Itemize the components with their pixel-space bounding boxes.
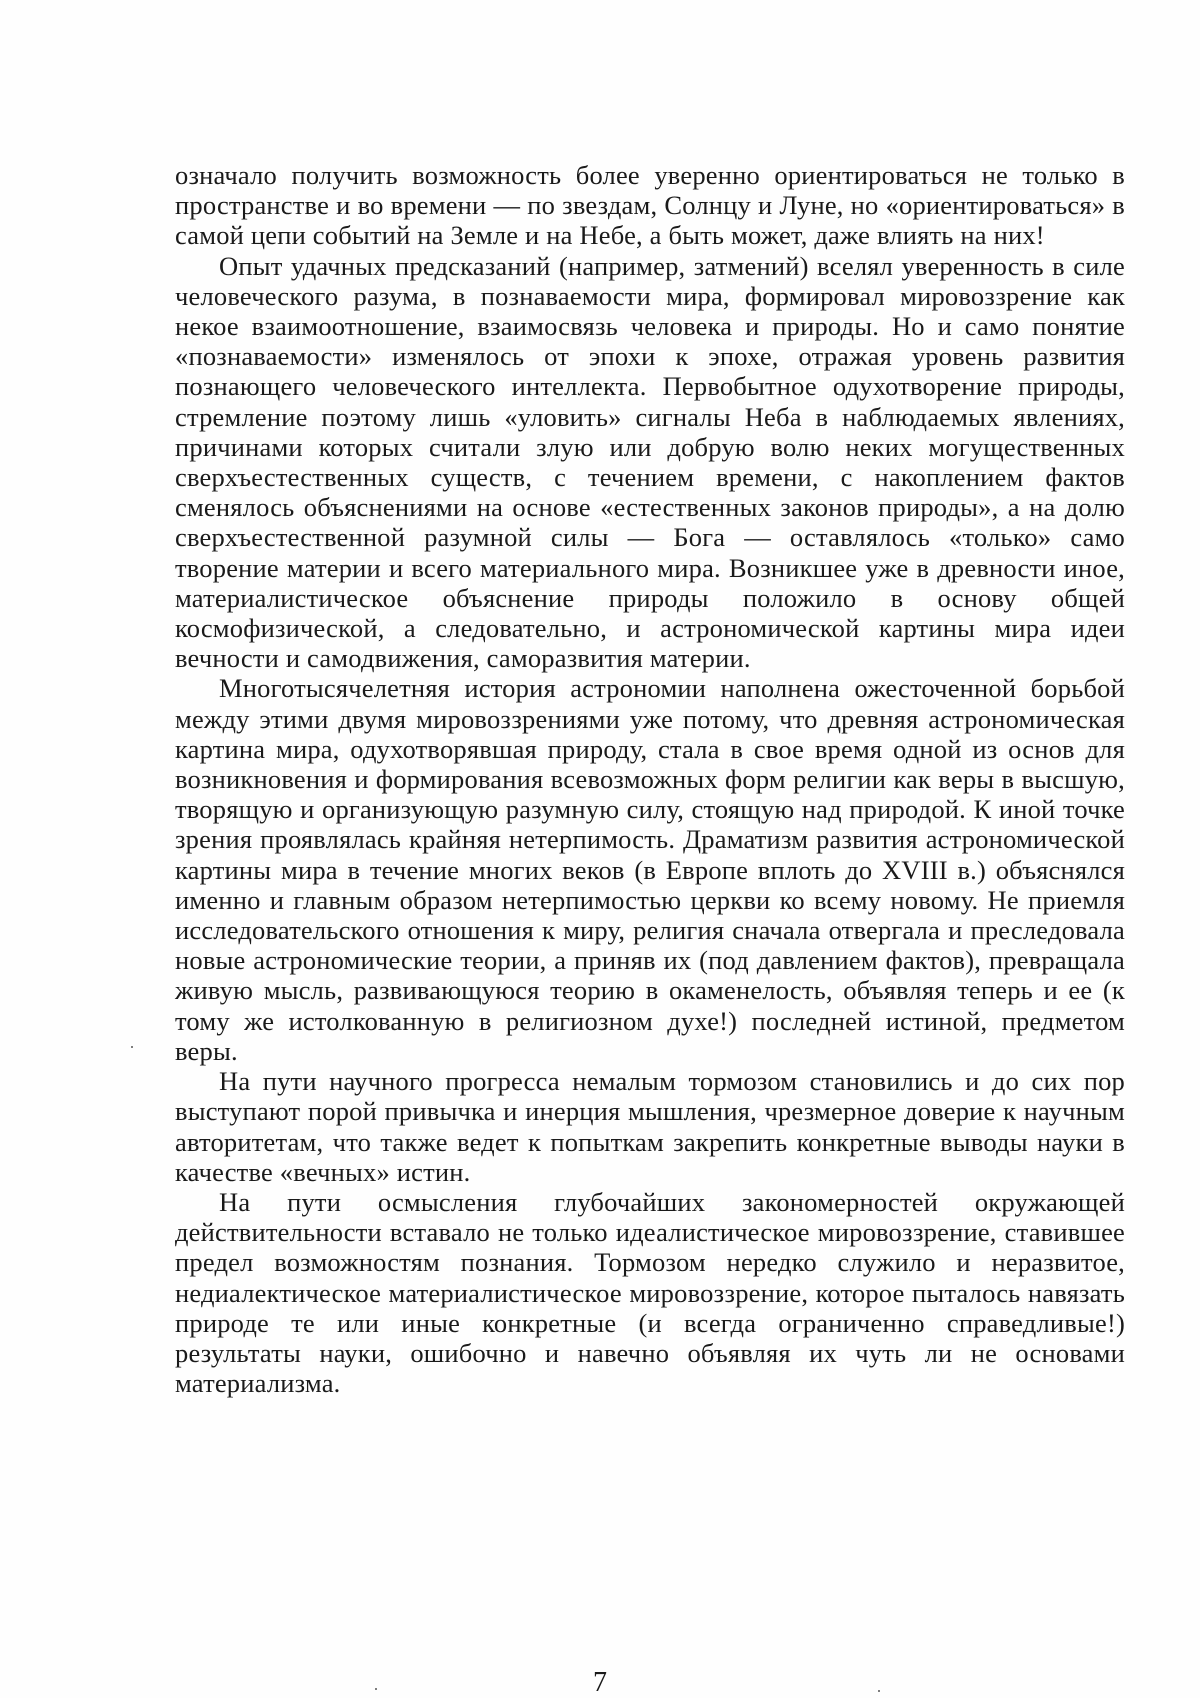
paragraph-understanding: На пути осмысления глубочайших закономерностей окружающей действительности вставало не только идеалистическое мировоззрение, ставившее предел возможностям познания. Тормозом нередко служило и неразвитое, недиалектическое материалистическое мировоззрение, которое пыталось навязать природе те или иные конкретные (и всегда ограниченно справедливые!) результаты науки, ошибочно и навечно объявляя их чуть ли не основами материализма.	[175, 1186, 1125, 1399]
paragraph-history-astronomy: Многотысячелетняя история астрономии наполнена ожесточенной борьбой между этими двумя мировоззрениями уже потому, что древняя астрономическая картина мира, одухотворявшая природу, стала в свое время одной из основ для возникновения и формирования всевозможных форм религии как веры в высшую, творящую и организующую разумную силу, стоящую над природой. К иной точке зрения проявлялась крайняя нетерпимость. Драматизм развития астрономической картины мира в течение многих веков (в Европе вплоть до XVIII в.) объяснялся именно и главным образом нетерпимостью церкви ко всему новому. Не приемля исследовательского отношения к миру, религия сначала отвергала и преследовала новые астрономические теории, а приняв их (под давлением фактов), превращала живую мысль, развивающуюся теорию в окаменелость, объявляя теперь и ее (к тому же истолкованную в религиозном духе!) последней истиной, предметом веры.	[175, 673, 1125, 1066]
scan-speck	[375, 1688, 377, 1690]
body-text	[175, 160, 1125, 1398]
scan-speck	[878, 1690, 880, 1692]
page-number: 7	[593, 1667, 607, 1698]
scan-speck	[131, 1046, 133, 1048]
paragraph-scientific-progress: На пути научного прогресса немалым тормозом становились и до сих пор выступают порой привычка и инерция мышления, чрезмерное доверие к научным авторитетам, что также ведет к попыткам закрепить конкретные выводы науки в качестве «вечных» истин.	[175, 1066, 1125, 1187]
paragraph-predictions: Опыт удачных предсказаний (например, затмений) вселял уверенность в силе человеческого разума, в познаваемости мира, формировал мировоззрение как некое взаимоотношение, взаимосвязь человека и природы. Но и само понятие «познаваемости» изменялось от эпохи к эпохе, отражая уровень развития познающего человеческого интеллекта. Первобытное одухотворение природы, стремление поэтому лишь «уловить» сигналы Неба в наблюдаемых явлениях, причинами которых считали злую или добрую волю неких могущественных сверхъестественных существ, с течением времени, с накоплением фактов сменялось объяснениями на основе «естественных законов природы», а на долю сверхъестественной разумной силы — Бога — оставлялось «только» само творение материи и всего материального мира. Возникшее уже в древности иное, материалистическое объяснение природы положило в основу общей космофизической, а следовательно, и астрономической картины мира идеи вечности и самодвижения, саморазвития материи.	[175, 250, 1125, 674]
paragraph-continuation: означало получить возможность более уверенно ориентироваться не только в пространстве и во времени — по звездам, Солнцу и Луне, но «ориентироваться» в самой цепи событий на Земле и на Небе, а быть может, даже влиять на них!	[175, 160, 1125, 251]
